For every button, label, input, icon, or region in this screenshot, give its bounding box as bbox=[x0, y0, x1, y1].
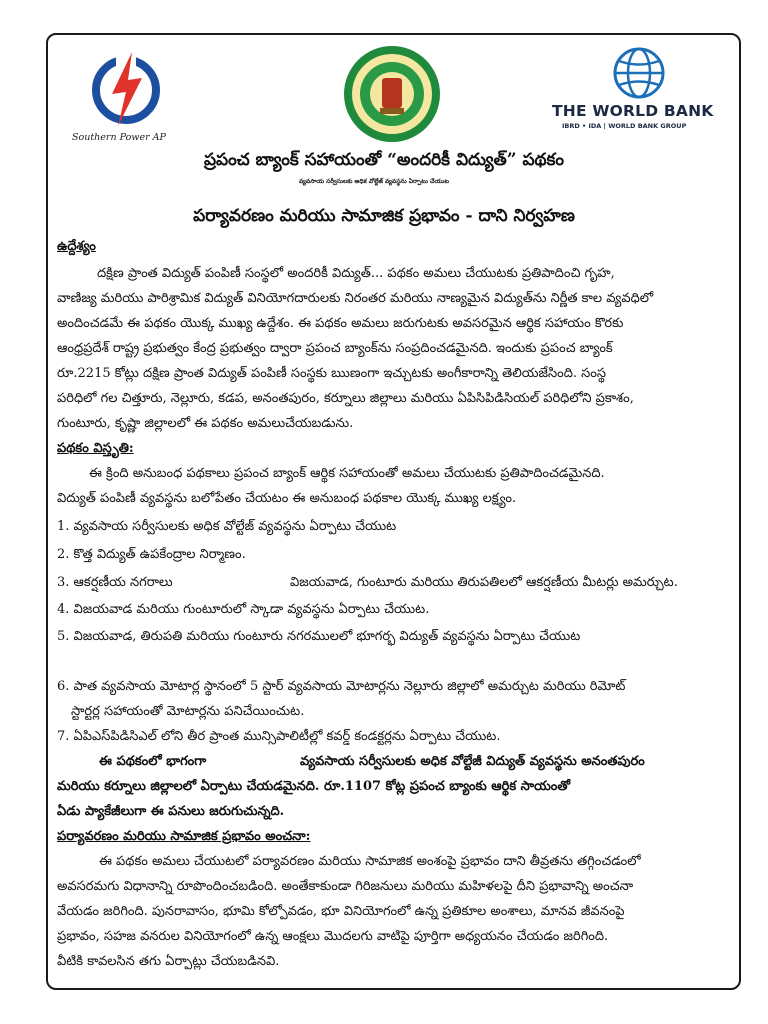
paragraph-line: ఈ క్రింది అనుబంధ పథకాలు ప్రపంచ బ్యాంక్ ఆర్థిక సహాయంతో అమలు చేయుటకు ప్రతిపాదించడమైనది. bbox=[89, 466, 605, 481]
paragraph-line: విద్యుత్ పంపిణీ వ్యవస్థను బలోపేతం చేయటం ఈ అనుబంధ పథకాల యొక్క ముఖ్య లక్ష్యం. bbox=[57, 491, 517, 506]
heading-scope: పథకం విస్తృతి: bbox=[57, 441, 134, 456]
southern-power-icon bbox=[86, 48, 166, 130]
world-bank-logo bbox=[552, 46, 742, 136]
title-line-1: ప్రపంచ బ్యాంక్ సహాయంతో “అందరికీ విద్యుత్” పథకం bbox=[203, 150, 565, 170]
paragraph-line: వాణిజ్య మరియు పారిశ్రామిక విద్యుత్ వినియోగదారులకు నిరంతర మరియు నాణ్యమైన విద్యుత్‌ను నిర్ణీత కాల వ్యవధిలో bbox=[57, 291, 654, 306]
paragraph-line: మరియు కర్నూలు జిల్లాలలో ఏర్పాటు చేయడమైనది. రూ.1107 కోట్ల ప్రపంచ బ్యాంకు ఆర్థిక సాయంతో bbox=[57, 779, 571, 794]
list-item: 6. పాత వ్యవసాయ మోటార్ల స్థానంలో 5 స్టార్ వ్యవసాయ మోటార్లను నెల్లూరు జిల్లాలో అమర్చుట మరియు రిమోట్ bbox=[57, 679, 626, 694]
paragraph-line: వేయడం జరిగింది. పునరావాసం, భూమి కోల్పోవడం, భూ వినియోగంలో ఉన్న ప్రతికూల అంశాలు, మానవ జీవనంపై bbox=[57, 904, 625, 919]
heading-objective: ఉద్దేశ్యం bbox=[57, 239, 96, 254]
list-item: 2. కొత్త విద్యుత్ ఉపకేంద్రాల నిర్మాణం. bbox=[57, 547, 246, 562]
paragraph-line: గుంటూరు, కృష్ణా జిల్లాలలో ఈ పథకం అమలుచేయబడును. bbox=[57, 416, 354, 431]
paragraph-line: రూ.2215 కోట్లు దక్షిణ ప్రాంత విద్యుత్ పంపిణీ సంస్థకు ఋణంగా ఇచ్చుటకు అంగీకారాన్ని తెలియజేసింది. సంస్థ bbox=[57, 366, 607, 381]
list-item: 5. విజయవాడ, తిరుపతి మరియు గుంటూరు నగరములలో భూగర్భ విద్యుత్ వ్యవస్థను ఏర్పాటు చేయుట bbox=[57, 629, 581, 644]
paragraph-line: వీటికి కావలసిన తగు ఏర్పాట్లు చేయబడినవి. bbox=[57, 954, 280, 969]
paragraph-line: ఈ పథకం అమలు చేయుటలో పర్యావరణం మరియు సామాజిక అంశంపై ప్రభావం దాని తీవ్రతను తగ్గించడంలో bbox=[99, 854, 641, 869]
southern-power-logo bbox=[72, 48, 192, 148]
paragraph-line: ఏడు ప్యాకేజీలుగా ఈ పనులు జరుగుచున్నది. bbox=[57, 804, 285, 819]
title-line-3: పర్యావరణం మరియు సామాజిక ప్రభావం - దాని నిర్వహణ bbox=[193, 206, 575, 226]
world-bank-subtitle: IBRD • IDA | WORLD BANK GROUP bbox=[562, 122, 687, 130]
heading-impact-assessment: పర్యావరణం మరియు సామాజిక ప్రభావం అంచనా: bbox=[57, 829, 311, 844]
paragraph-line: పరిధిలో గల చిత్తూరు, నెల్లూరు, కడప, అనంతపురం, కర్నూలు జిల్లాలు మరియు ఏపిసిపిడిసియల్ పరిధిలోని ప్రకాశం, bbox=[57, 391, 634, 406]
paragraph-line: వ్యవసాయ సర్వీసులకు అధిక వోల్టేజీ విద్యుత్ వ్యవస్థను అనంతపురం bbox=[300, 754, 645, 769]
list-item: 4. విజయవాడ మరియు గుంటూరులో స్కాడా వ్యవస్థను ఏర్పాటు చేయుట. bbox=[57, 602, 430, 617]
list-item: 1. వ్యవసాయ సర్వీసులకు అధిక వోల్టేజ్ వ్యవస్థను ఏర్పాటు చేయుట bbox=[57, 519, 397, 534]
southern-power-label: Southern Power AP bbox=[72, 132, 166, 143]
ap-seal-icon bbox=[340, 42, 444, 146]
paragraph-line: ప్రభావం, సహజ వనరుల వినియోగంలో ఉన్న ఆంక్షలు మొదలగు వాటిపై పూర్తిగా అధ్యయనం చేయడం జరిగింది. bbox=[57, 929, 609, 944]
list-item-continuation: విజయవాడ, గుంటూరు మరియు తిరుపతిలలో ఆకర్షణీయ మీటర్లు అమర్చుట. bbox=[290, 575, 678, 590]
ap-seal-logo bbox=[340, 42, 444, 146]
paragraph-line: అవసరమగు విధానాన్ని రూపొందించబడింది. అంతేకాకుండా గిరిజనులు మరియు మహిళలపై దీని ప్రభావాన్ని అంచనా bbox=[57, 879, 634, 894]
paragraph-line: దక్షిణ ప్రాంత విద్యుత్ పంపిణీ సంస్థలో అందరికీ విద్యుత్... పథకం అమలు చేయుటకు ప్రతిపాదించి గృహ, bbox=[97, 266, 615, 281]
title-line-2: వ్యవసాయ సర్వీసులకు అధిక వోల్టేజ్ వ్యవస్థను ఏర్పాటు చేయుట bbox=[298, 178, 450, 185]
list-item: 7. ఏపిఎస్‌పిడిసిఎల్ లోని తీర ప్రాంత మున్సిపాలిటీల్లో కవర్డ్ కండక్టర్లను ఏర్పాటు చేయుట. bbox=[57, 729, 501, 744]
paragraph-line: అందించడమే ఈ పథకం యొక్క ముఖ్య ఉద్దేశం. ఈ పథకం అమలు జరుగుటకు అవసరమైన ఆర్థిక సహాయం కొరకు bbox=[57, 316, 624, 331]
list-item-continuation: స్టార్టర్ల సహాయంతో మోటార్లను పనిచేయించుట. bbox=[71, 704, 305, 719]
world-bank-title: THE WORLD BANK bbox=[552, 102, 714, 120]
list-item: 3. ఆకర్షణీయ నగరాలు bbox=[57, 575, 173, 590]
logo-header bbox=[60, 42, 735, 147]
paragraph-line: ఈ పథకంలో భాగంగా bbox=[99, 754, 207, 769]
paragraph-line: ఆంధ్రప్రదేశ్ రాష్ట్ర ప్రభుత్వం కేంద్ర ప్రభుత్వం ద్వారా ప్రపంచ బ్యాంక్‌ను సంప్రదించడమైనది. ఇందుకు ప్రపంచ బ్యాంక్ bbox=[57, 341, 613, 356]
globe-icon bbox=[612, 46, 666, 100]
